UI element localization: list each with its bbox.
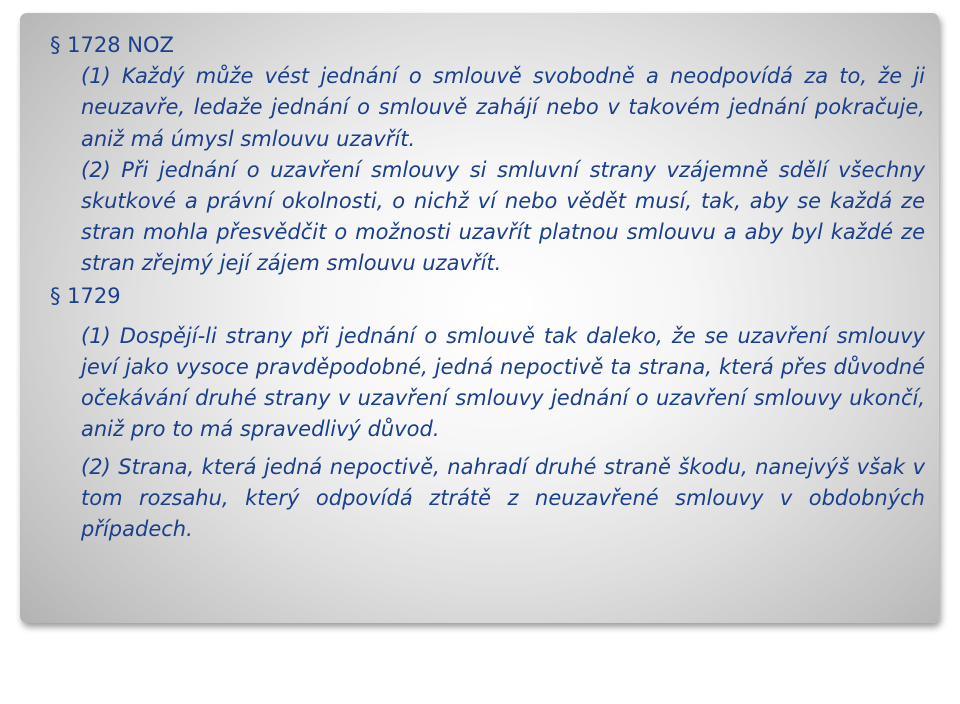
paragraph-1729-2: (2) Strana, která jedná nepoctivě, nahradí druhé straně škodu, nanejvýš však v tom rozsahu, který odpovídá ztrátě z neuzavřené smlouvy v obdobných případech.: [81, 454, 925, 542]
section-heading-1728: § 1728 NOZ: [50, 33, 174, 57]
paragraph-1728-1: (1) Každý může vést jednání o smlouvě svobodně a neodpovídá za to, že ji neuzavře, ledaže jednání o smlouvě zahájí nebo v takovém jednání pokračuje, aniž má úmysl smlouvu uzavřít.: [81, 64, 925, 151]
paragraph-1728-2: (2) Při jednání o uzavření smlouvy si smluvní strany vzájemně sdělí všechny skutkové a právní okolnosti, o nichž ví nebo vědět musí, tak, aby se každá ze stran mohla přesvědčit o možnosti uzavřít platnou smlouvu a aby byl každé ze stran zřejmý její zájem smlouvu uzavřít.: [81, 157, 925, 276]
section-heading-1729: § 1729: [50, 283, 121, 308]
legal-text-block: [50, 30, 925, 545]
paragraph-1729-1: (1) Dospějí-li strany při jednání o smlouvě tak daleko, že se uzavření smlouvy jeví jako vysoce pravděpodobné, jedná nepoctivě ta strana, která přes důvodné očekávání druhé strany v uzavření smlouvy jednání o uzavření smlouvy ukončí, aniž pro to má spravedlivý důvod.: [81, 323, 925, 442]
